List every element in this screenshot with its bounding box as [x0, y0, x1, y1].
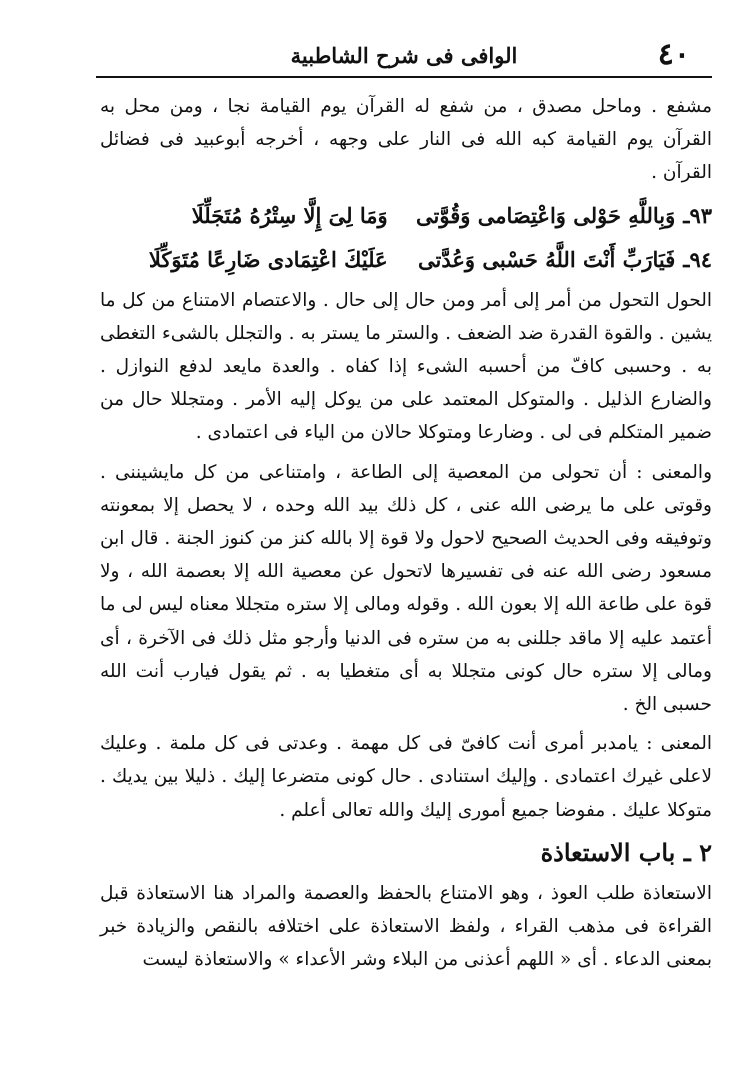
running-title: الوافى فى شرح الشاطبية	[290, 43, 518, 68]
verse-93	[100, 194, 712, 238]
verse-number: ٩٣ـ	[683, 202, 712, 228]
section-heading: ٢ ـ باب الاستعاذة	[540, 837, 712, 867]
verse-number: ٩٤ـ	[683, 246, 712, 272]
verse-first-hemistich: وَبِاللَّهِ حَوْلى وَاعْتِصَامى وَقُوَّتى	[416, 202, 676, 228]
section-body-paragraph: الاستعاذة طلب العوذ ، وهو الامتناع بالحفظ والعصمة والمراد هنا الاستعاذة قبل القراءة فى مذهب القراء ، ولفظ الاستعاذة على اختلافه بالنقص والزيادة خبر بمعنى الدعاء . أى « اللهم أعذنى من البلاء وشر الأعداء » والاستعاذة ليست	[100, 882, 712, 971]
vocabulary-paragraph: الحول التحول من أمر إلى أمر ومن حال إلى حال . والاعتصام الامتناع من كل ما يشين . والقوة القدرة ضد الضعف . والستر ما يستر به . والتجلل بالشىء التغطى به . وحسبى كافّ من أحسبه الشىء إذا كفاه . والعدة مايعد لدفع النوازل . والضارع الذليل . والمتوكل المعتمد على من يوكل إليه الأمر . ومتجللا حال من ضمير المتكلم فى لى . وضارعا ومتوكلا حالان من الياء فى اعتمادى .	[100, 289, 712, 444]
page-number: ٤٠	[657, 37, 690, 72]
verse-block	[100, 194, 712, 282]
page-body	[100, 90, 712, 976]
meaning-paragraph-1: والمعنى : أن تحولى من المعصية إلى الطاعة ، وامتناعى من كل مايشيننى . وقوتى على ما يرضى الله عنى ، كل ذلك بيد الله وحده ، لا يحصل إلا بمعونته وتوفيقه وفى الحديث الصحيح لاحول ولا قوة إلا بالله كنز من كنوز الجنة . قال ابن مسعود رضى الله عنه فى تفسيرها لاتحول عن معصية الله إلا بعصمة الله ، ولا قوة على طاعة الله إلا بعون الله . وقوله ومالى إلا ستره متجللا معناه ليس لى ما أعتمد عليه إلا ماقد جللنى به من ستره فى الدنيا وأرجو مثل ذلك فى الآخرة ، أى ومالى إلا ستره حال كونى متجللا به أى متغطيا به . ثم يقول فيارب أنت الله حسبى الخ .	[100, 461, 712, 716]
meaning-paragraph-2: المعنى : يامدبر أمرى أنت كافىّ فى كل مهمة . وعدتى فى كل ملمة . وعليك لاعلى غيرك اعتمادى . وإليك استنادى . حال كونى متضرعا إليك . ذليلا بين يديك . متوكلا عليك . مفوضا جميع أمورى إليك والله تعالى أعلم .	[100, 733, 712, 821]
verse-94	[100, 238, 712, 282]
verse-second-hemistich: عَلَيْكَ اعْتِمَادى ضَارِعًا مُتَوَكِّلَا	[148, 246, 388, 272]
verse-first-hemistich: فَيَارَبِّ أَنْتَ اللَّهُ حَسْبى وَعُدَّتى	[418, 246, 676, 272]
page-header	[96, 36, 712, 78]
verse-second-hemistich: وَمَا لِىَ إِلَّا سِتْرُهُ مُتَجَلِّلَا	[191, 202, 388, 228]
intro-paragraph: مشفع . وماحل مصدق ، من شفع له القرآن يوم القيامة نجا ، ومن محل به القرآن يوم القيامة كبه الله فى النار على وجهه ، أخرجه أبوعبيد فى فضائل القرآن .	[100, 96, 712, 184]
